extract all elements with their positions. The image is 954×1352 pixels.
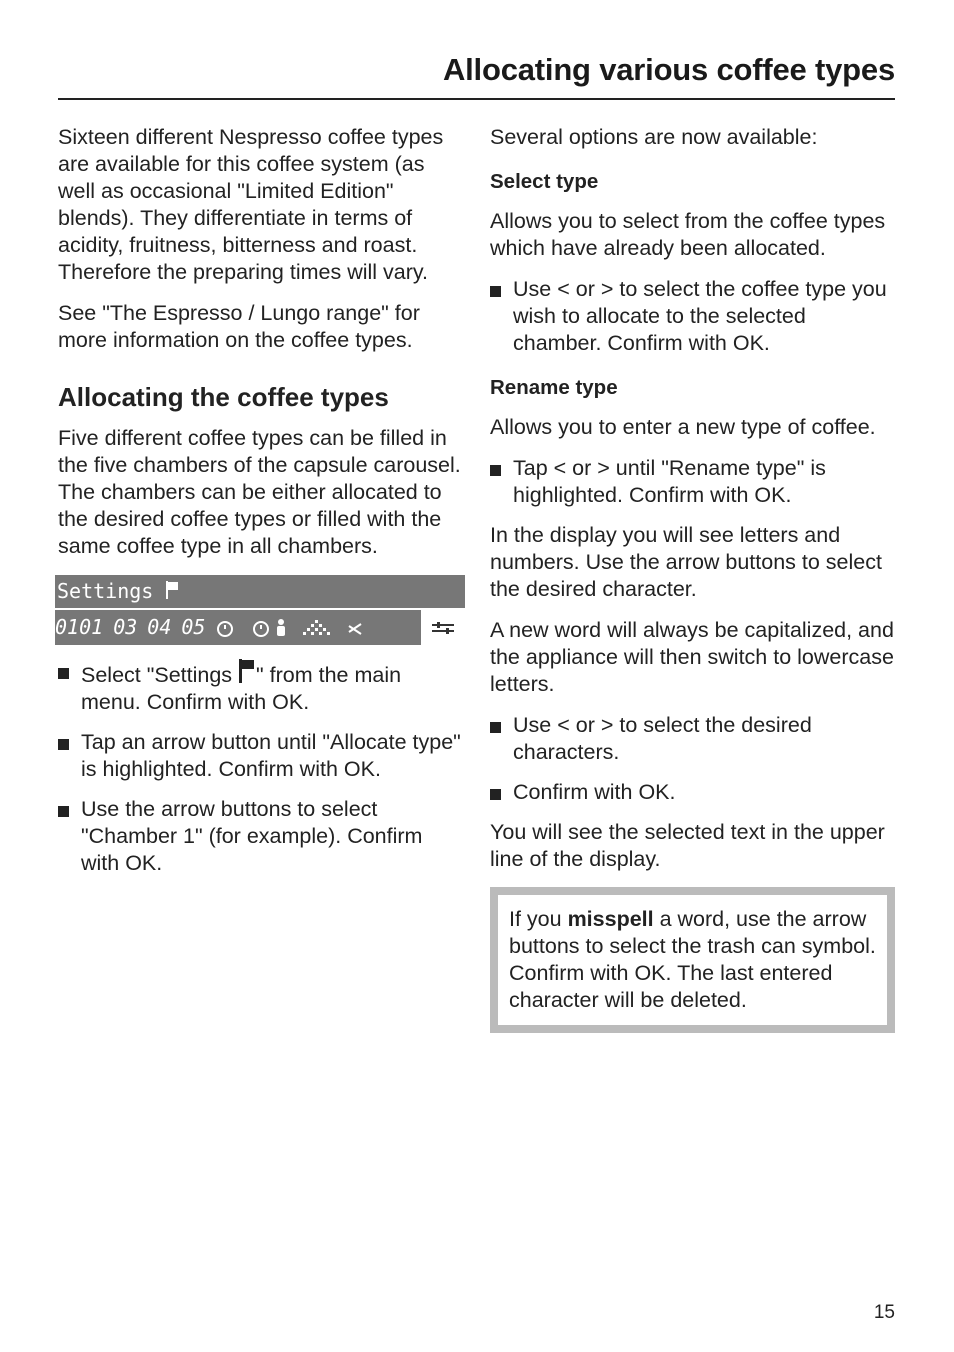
flag-icon <box>238 658 256 684</box>
settings-sliders-icon <box>421 610 465 645</box>
intro-paragraph: Sixteen different Nespresso coffee types are available for this coffee system (as well as occasional "Limited Edition" blends). They differentiate in terms of acidity, fruitness, bitterness and roast. Therefore the preparing times will vary. <box>58 125 444 284</box>
list-item: Tap < or > until "Rename type" is highlighted. Confirm with OK. <box>490 455 895 509</box>
rename-type-heading: Rename type <box>490 376 618 399</box>
display-bottom-line <box>55 610 465 645</box>
note-emphasis: misspell <box>567 907 654 931</box>
list-item: Use the arrow buttons to select "Chamber 1" (for example). Confirm with OK. <box>58 796 463 877</box>
flag-icon <box>165 580 179 600</box>
steam-icon <box>301 618 333 638</box>
timer-icon <box>251 618 271 638</box>
section-heading: Allocating the coffee types <box>58 382 389 412</box>
display-settings-label: Settings <box>57 579 154 603</box>
list-item: Confirm with OK. <box>490 779 895 806</box>
page-title: Allocating various coffee types <box>442 52 895 87</box>
display-item: 01 <box>79 615 104 639</box>
list-item: Select "Settings " from the main menu. Confirm with OK. <box>58 658 463 716</box>
display-item: 04 <box>147 615 172 639</box>
bullet-icon <box>58 806 69 817</box>
bullet-icon <box>490 789 501 800</box>
characters-paragraph: In the display you will see letters and numbers. Use the arrow buttons to select the desired character. <box>490 523 882 601</box>
list-item: Use < or > to select the desired characters. <box>490 712 895 766</box>
person-icon <box>275 618 287 638</box>
display-item: 03 <box>113 615 138 639</box>
bullet-icon <box>58 739 69 750</box>
display-illustration <box>55 575 465 645</box>
selected-text-paragraph: You will see the selected text in the upper line of the display. <box>490 820 885 871</box>
timer-icon <box>215 618 235 638</box>
options-intro: Several options are now available: <box>490 125 818 149</box>
list-item: Use < or > to select the coffee type you wish to allocate to the selected chamber. Confirm with OK. <box>490 276 895 357</box>
bullet-icon <box>490 722 501 733</box>
bullet-icon <box>58 668 69 679</box>
select-type-paragraph: Allows you to select from the coffee types which have already been allocated. <box>490 209 886 260</box>
right-column <box>490 124 895 1033</box>
note-box: If you misspell a word, use the arrow buttons to select the trash can symbol. Confirm with OK. The last entered character will be deleted. <box>490 887 895 1033</box>
capitalization-paragraph: A new word will always be capitalized, and the appliance will then switch to lowercase letters. <box>490 618 894 696</box>
title-rule <box>58 98 895 100</box>
display-top-line <box>55 575 465 608</box>
chambers-paragraph: Five different coffee types can be filled in the five chambers of the capsule carousel. The chambers can be either allocated to the desired coffee types or filled with the same coffee type in all chambers. <box>58 426 461 558</box>
rinse-icon <box>345 618 365 638</box>
rename-type-paragraph: Allows you to enter a new type of coffee. <box>490 415 876 439</box>
bullet-icon <box>490 465 501 476</box>
list-item: Tap an arrow button until "Allocate type" is highlighted. Confirm with OK. <box>58 729 463 783</box>
display-item: 05 <box>181 615 206 639</box>
reference-paragraph: See "The Espresso / Lungo range" for more information on the coffee types. <box>58 301 420 352</box>
left-column <box>55 124 463 890</box>
display-item: 01 <box>55 615 80 639</box>
select-type-heading: Select type <box>490 170 599 193</box>
bullet-icon <box>490 286 501 297</box>
page-number: 15 <box>873 1302 895 1323</box>
